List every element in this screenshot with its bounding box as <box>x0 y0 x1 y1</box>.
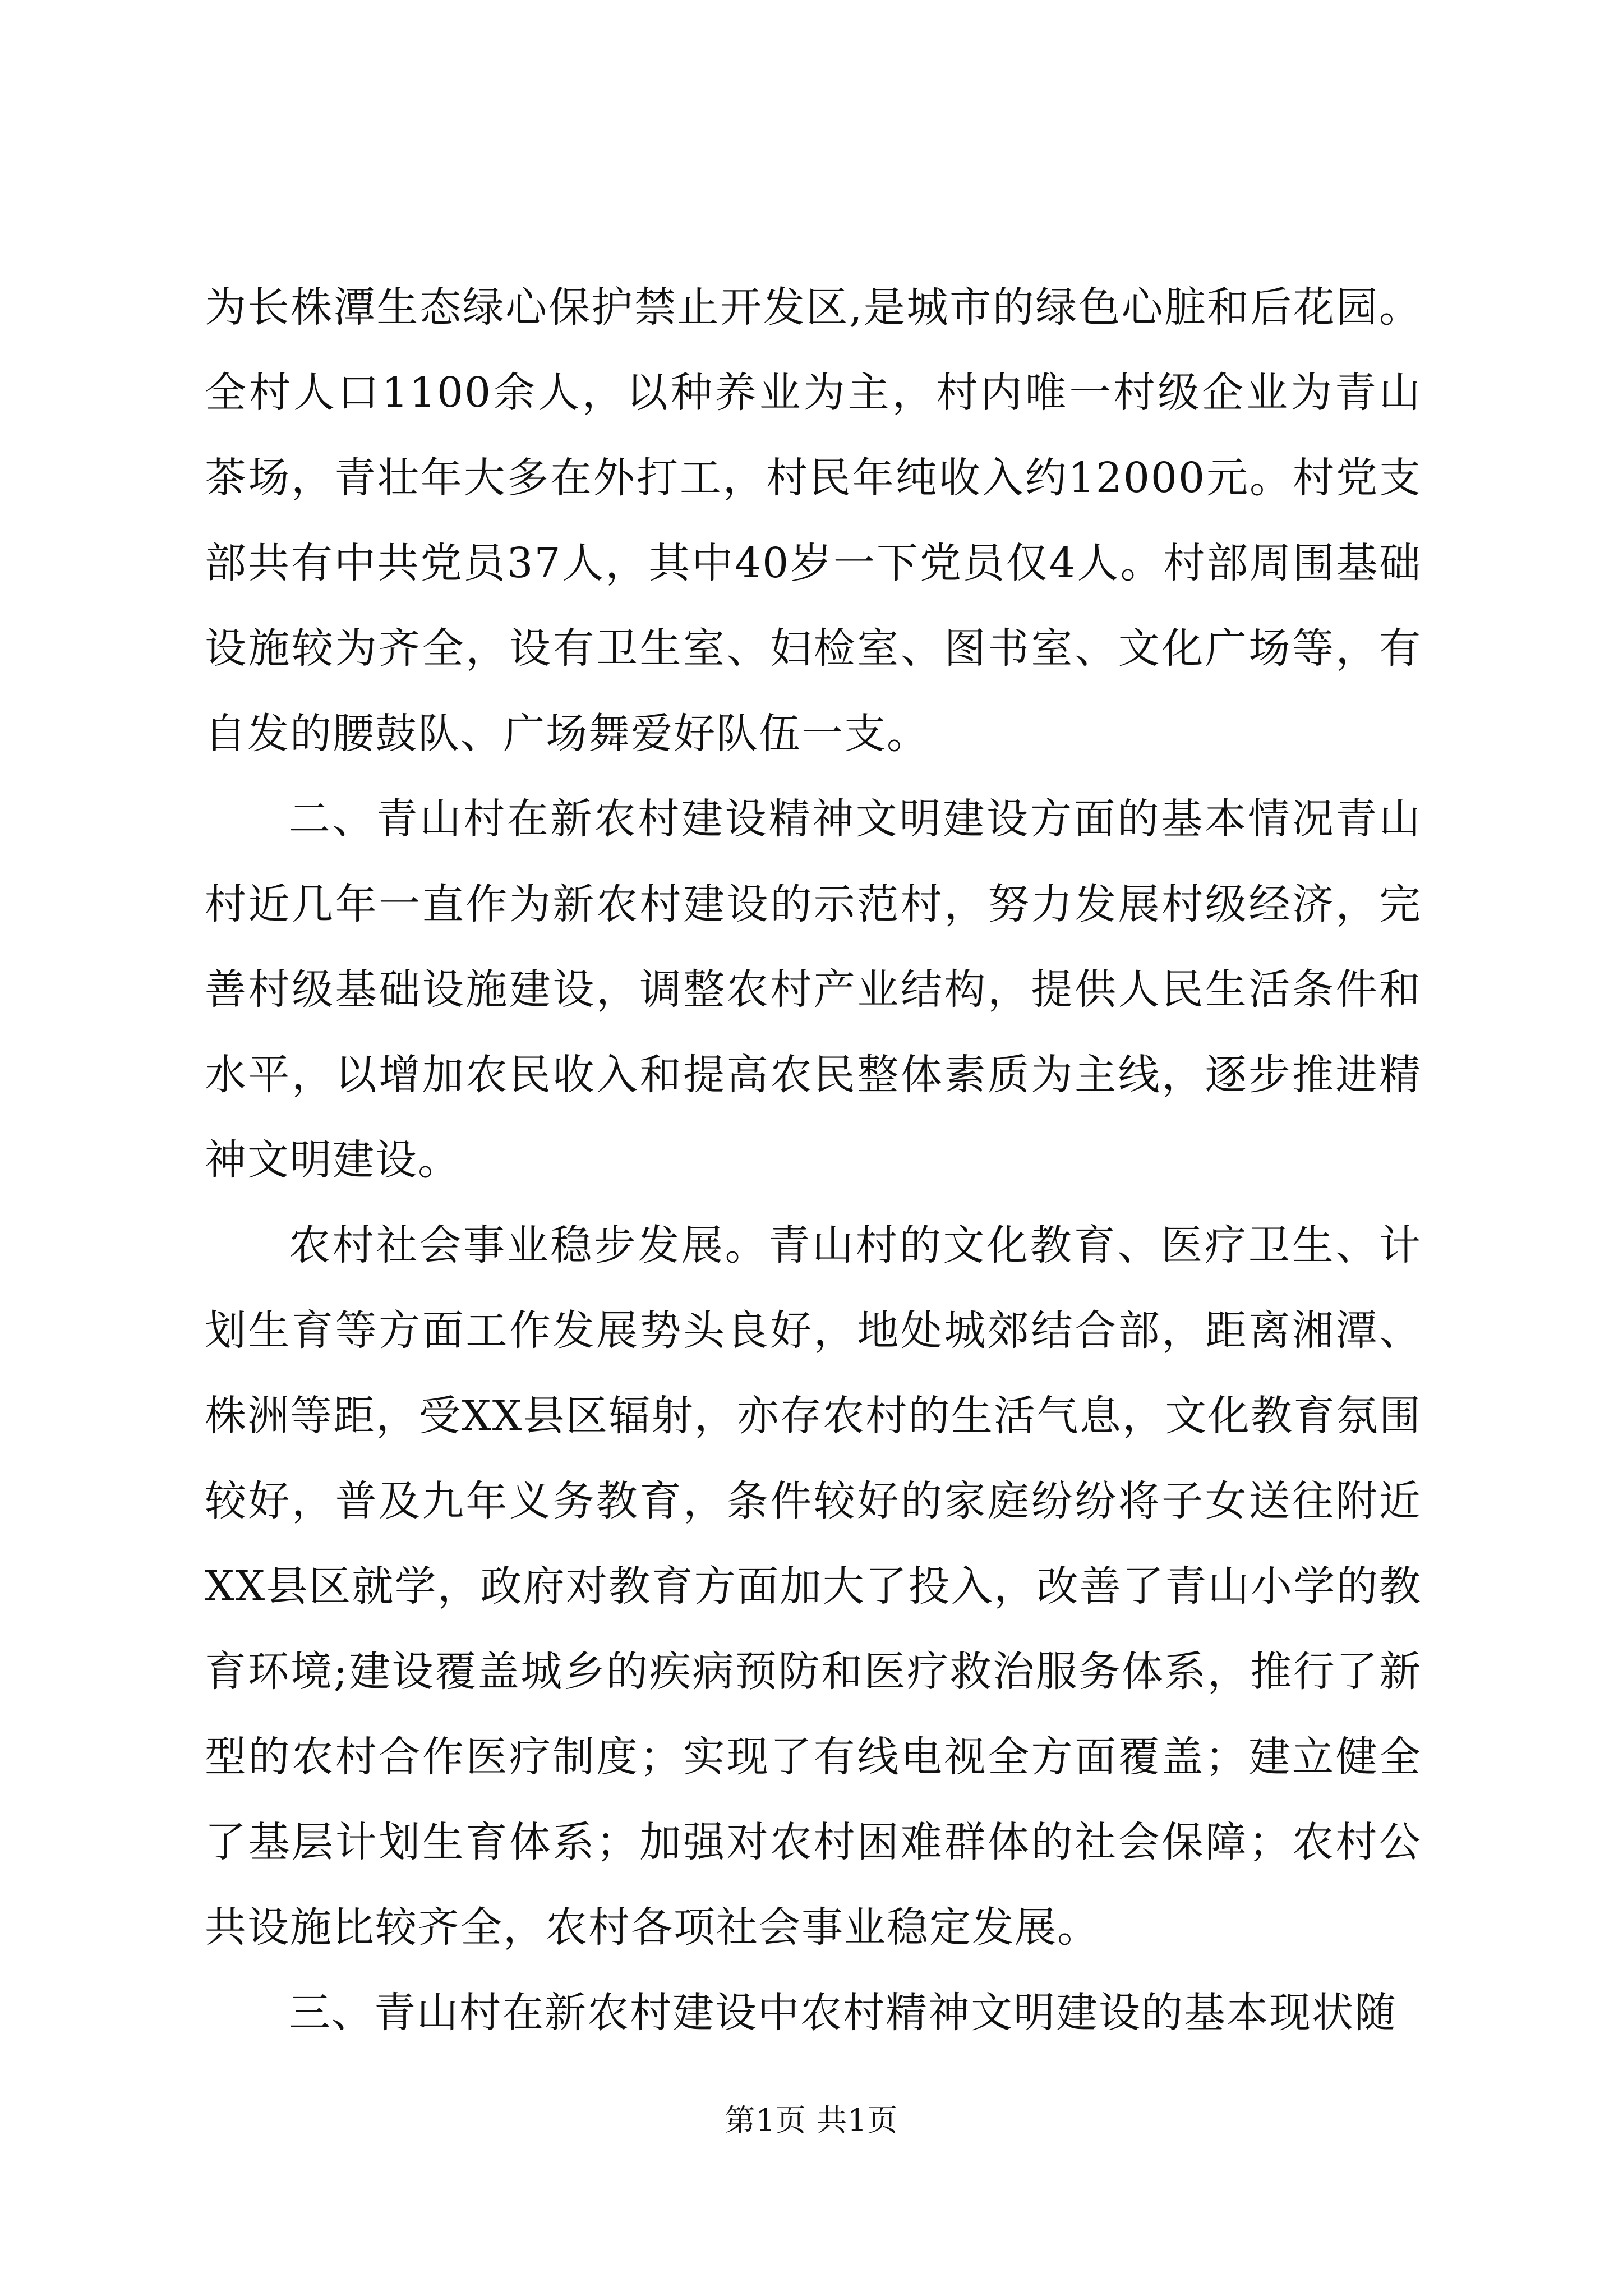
page-number-footer: 第1页 共1页 <box>725 2102 898 2138</box>
paragraph-section-three: 三、青山村在新农村建设中农村精神文明建设的基本现状随 <box>289 1989 1397 2037</box>
paragraph-section-two: 二、青山村在新农村建设精神文明建设方面的基本情况青山村近几年一直作为新农村建设的示范村，努力发展村级经济，完善村级基础设施建设，调整农村产业结构，提供人民生活条件和水平，以增加农民收入和提高农民整体素质为主线，逐步推进精神文明建设。 <box>205 795 1422 1184</box>
document-body <box>205 265 1422 2055</box>
paragraph-village-overview: 为长株潭生态绿心保护禁止开发区,是城市的绿色心脏和后花园。全村人口1100余人，以种养业为主，村内唯一村级企业为青山茶场，青壮年大多在外打工，村民年纯收入约12000元。村党支部共有中共党员37人，其中40岁一下党员仅4人。村部周围基础设施较为齐全，设有卫生室、妇检室、图书室、文化广场等，有自发的腰鼓队、广场舞爱好队伍一支。 <box>205 283 1422 758</box>
paragraph-social-development: 农村社会事业稳步发展。青山村的文化教育、医疗卫生、计划生育等方面工作发展势头良好，地处城郊结合部，距离湘潭、株洲等距，受XX县区辐射，亦存农村的生活气息，文化教育氛围较好，普及九年义务教育，条件较好的家庭纷纷将子女送往附近XX县区就学，政府对教育方面加大了投入，改善了青山小学的教育环境;建设覆盖城乡的疾病预防和医疗救治服务体系，推行了新型的农村合作医疗制度；实现了有线电视全方面覆盖；建立健全了基层计划生育体系；加强对农村困难群体的社会保障；农村公共设施比较齐全，农村各项社会事业稳定发展。 <box>205 1221 1422 1952</box>
